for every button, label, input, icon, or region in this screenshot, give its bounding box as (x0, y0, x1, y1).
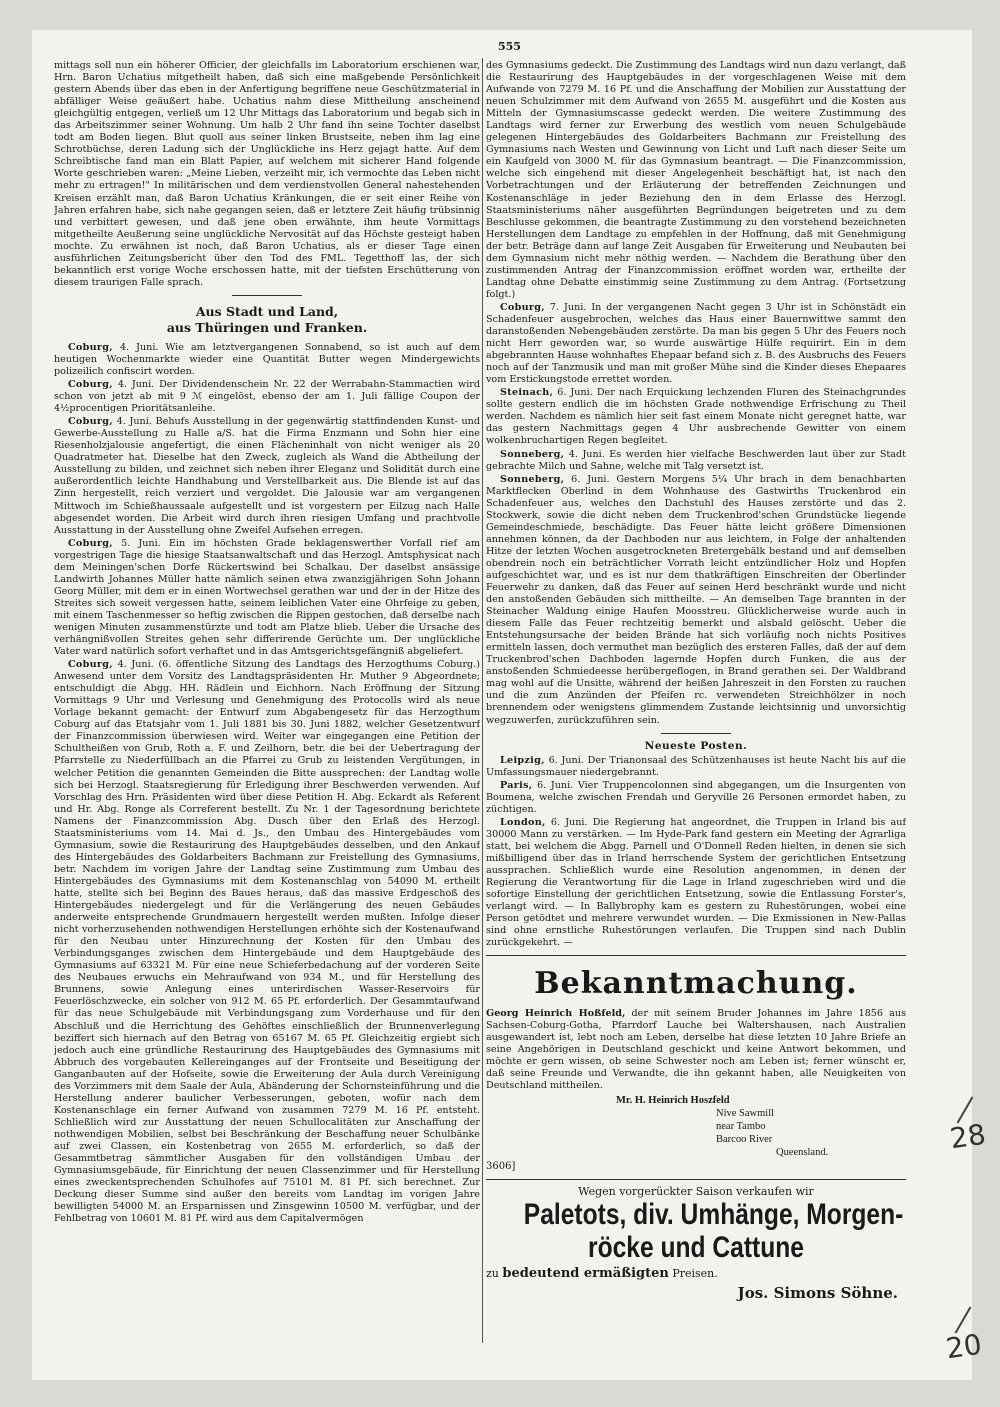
announcement-title: Bekanntmachung. (534, 966, 858, 1002)
paragraph-text: (6. öffentliche Sitzung des Landtags des Herzogthums Coburg.) Anwesend unter dem Vorsitz des Landtagspräsidenten Hr. Muther 9 Abgeordnete; entschuldigt die Abgg. HH. Rädlein und Eichhorn. Nach Eröffnung der Sitzung Vormittags 9 Uhr und Verlesung und Genehmigung des Protocolls wird als neue Vorlage bekannt gemacht: der Entwurf zum Abgabengesetz für das Herzogthum Coburg auf das Etatsjahr vom 1. Juli 1881 bis 30. Juni 1882, welcher Gesetzentwurf der Finanzcommission überwiesen wird. Weiter war eingegangen eine Petition der Schultheißen von Grub, Roth a. F. und Zeilhorn, betr. die bei der Uebertragung der Pfarrstelle zu Niederfüllbach an die Pfarrei zu Grub zu leistenden Vergütungen, in welcher Petition die genannten Gemeinden die Bitte aussprechen: der Landtag wolle sich bei Herzogl. Staatsregierung für Erledigung ihrer Beschwerden verwenden. Auf Vorschlag des Hrn. Präsidenten wird über diese Petition H. Abg. Eckardt als Referent und Hr. Abg. Ronge als Correferent bestellt. Zu Nr. 1 der Tagesordnung berichtete Namens der Finanzcommission Abg. Dusch über den Erlaß des Herzogl. Staatsministeriums vom 14. Mai d. Js., den Umbau des Hintergebäudes vom Gymnasium, sowie die Restaurirung des Hauptgebäudes desselben, und den Ankauf des Hintergebäudes des Goldarbeiters Bachmann zur Freistellung des Gymnasiums, betr. Nachdem im vorigen Jahre der Landtag seine Zustimmung zum Umbau des Hintergebäudes des Gymnasiums mit dem Kostenanschlag von 54090 M. ertheilt hatte, stellte sich bei Beginn des Baues heraus, daß das massive Erdgeschoß des Hintergebäudes niedergelegt und für die Verlängerung des neuen Gebäudes anderweite entsprechende Grundmauern hergestellt werden mußten. Infolge dieser nicht vorherzusehenden nothwendigen Herstellungen erhöhte sich der Kostenaufwand für den Neubau unter Hinzurechnung der Kosten für den Umbau des Verbindungsganges zwischen dem Hintergebäude und dem Hauptgebäude des Gymnasiums auf 63321 M. Für eine neue Schieferbedachung auf der vorderen Seite des Neubaues erwuchs ein Mehraufwand von 934 M., und für Herstellung des Brunnens, sowie Anlegung eines unterirdischen Wasser-Reservoirs für Feuerlöschzwecke, ein solcher von 912 M. 65 Pf. erforderlich. Der Gesammtaufwand für das neue Schulgebäude mit Verbindungsgang zum Vorderhause und für den Abschluß und die Herrichtung des Gehöftes einschließlich der Brunnenverlegung beziffert sich hiernach auf den Betrag von 65167 M. 65 Pf. Gleichzeitig ergiebt sich jedoch auch eine gründliche Restaurirung des Hauptgebäudes des Gymnasiums mit Abbruch des vorgebauten Kellereinganges auf der Frontseite und Beseitigung der Ganganbauten auf der Hofseite, sowie die Erweiterung der Aula durch Vereinigung des Vorzimmers mit dem Saale der Aula, Abänderung der Schornsteinführung und die Herstellung anderer baulicher Verbesserungen, geboten, wofür nach dem Kostenanschlage ein ferner Aufwand von zusammen 7279 M. 16 Pf. entsteht. Schließlich wird zur Ausstattung der neuen Schullocalitäten zur Anschaffung der nothwendigen Mobilien, selbst bei Beschränkung der Beschaffung neuer Schulbänke auf zwei Classen, ein Kostenbetrag von 2655 M. erforderlich, so daß der Gesammtbetrag sämmtlicher Ausgaben für den vollständigen Umbau der Gymnasiumsgebäude, für Einrichtung der neuen Classenzimmer und für Herstellung eines zweckentsprechenden Schulhofes auf 75101 M. 81 Pf. sich berechnet. Zur Deckung dieser Summe sind außer den bereits vom Landtag im vorigen Jahre bewilligten 54000 M. an Ersparnissen und Zinsgewinn 10500 M. verfügbar, und der Fehlbetrag von 10601 M. 81 Pf. wird aus dem Capitalvermögen (54, 659, 480, 1225)
paragraph-text: Der Dividendenschein Nr. 22 der Werrabahn-Stammactien wird schon von jetzt ab mit 9 ℳ eingelöst, ebenso der am 1. Juli fällige Coupon der 4½procentigen Prioritätsanleihe. (54, 379, 480, 415)
paragraph-text: Ein im höchsten Grade beklagenswerther Vorfall rief am vorgestrigen Tage die hiesige Staatsanwaltschaft und das Herzogl. Amtsphysicat nach dem Meiningen'schen Dorfe Rückertswind bei Schalkau. Der daselbst ansässige Landwirth Johannes Müller hatte nämlich seinen etwa zwanzigjährigen Sohn Johann Georg Müller, mit dem er in einen Wortwechsel gerathen war und der in der Hitze des Streites sich soweit vergessen hatte, seinem leiblichen Vater eine Ohrfeige zu geben, mit einem Taschenmesser so heftig zwischen die Rippen gestochen, daß derselbe nach wenigen Minuten zusammenstürzte und todt am Platze blieb. Ueber die Ursache des verhängnißvollen Streites gehen sehr differirende Gerüchte um. Der unglückliche Vater ward natürlich sofort verhaftet und in das Amtsgerichtsgefängniß abgeliefert. (54, 537, 480, 658)
news-text: Der Trianonsaal des Schützenhauses ist heute Nacht bis auf die Umfassungsmauer niedergebrannt. (486, 754, 906, 778)
news-paragraph (486, 474, 906, 727)
dateline-city: Sonneberg, (500, 473, 565, 485)
ad-number: 3606] (486, 1161, 516, 1173)
news-paragraph (54, 379, 480, 415)
dateline-date: 4. Juni. (116, 416, 152, 428)
ad-rule (486, 1179, 906, 1180)
dateline-date: 6. Juni. (537, 779, 574, 791)
paragraph-text: Wie am letztvergangenen Sonnabend, so ist auch auf dem heutigen Wochenmarkte wieder eine Quantität Butter wegen Mindergewichts polizeilich confiscirt worden. (54, 341, 480, 377)
sale-price-line (486, 1268, 906, 1280)
paragraph-text: In der vergangenen Nacht gegen 3 Uhr ist in Schönstädt ein Schadenfeuer ausgebrochen, welches das Haus einer Bauernwittwe sammt den daranstoßenden Nebengebäuden zerstörte. Da man bis gegen 5 Uhr des Feuers noch nicht Herr geworden war, so wurde auswärtige Hülfe requirirt. Ein in dem abgebrannten Hause wohnhaftes Ehepaar befand sich z. B. des Ausbruchs des Feuers noch auf der Tanzmusik und man mit großer Mühe sind die Kinder dieses Ehepaares vom Erstickungstode errettet worden. (486, 301, 906, 386)
paragraph-text: Der nach Erquickung lechzenden Fluren des Steinachgrundes sollte gestern endlich die im höchsten Grade nothwendige Erfrischung zu Theil werden. Nachdem es nämlich hier seit fast einem Monate nicht geregnet hatte, war das gestern Nachmittags gegen 4 Uhr ausbrechende Gewitter von einem wolkenbruchartigen Regen begleitet. (486, 387, 906, 447)
dateline-city: London, (500, 816, 546, 828)
dateline-city: Leipzig, (500, 754, 545, 766)
margin-handwriting: 20 (943, 1327, 984, 1366)
right-column (486, 60, 906, 1360)
continued-paragraph: des Gymnasiums gedeckt. Die Zustimmung des Landtags wird nun dazu verlangt, daß die Restaurirung des Hauptgebäudes in der vorgeschlagenen Weise mit dem Aufwande von 7279 M. 16 Pf. und die Anschaffung der Mobilien zur Ausstattung der neuen Schulzimmer mit dem Aufwand von 2655 M. ausgeführt und die Kosten aus Mitteln der Gymnasiumscasse gedeckt werden. Die weitere Zustimmung des Landtags wird ferner zur Erwerbung des westlich vom neuen Schulgebäude gelegenen Hintergebäudes des Goldarbeiters Bachmann zur Freistellung des Gymnasiums nach Westen und Gewinnung von Licht und Luft nach dieser Seite um ein Kaufgeld von 3000 M. für das Gymnasium beantragt. — Die Finanzcommission, welche sich eingehend mit dieser Angelegenheit beschäftigt hat, ist nach den Vorbetrachtungen und der Erläuterung der betreffenden Zeichnungen und Kostenanschläge in jeder Beziehung den in dem Erlasse des Herzogl. Staatsministeriums näher ausgeführten Begründungen beigetreten und zu dem Beschlusse gekommen, die beantragte Zustimmung zu den vorstehend bezeichneten Herstellungen dem Landtage zu empfehlen in der Hoffnung, daß mit Genehmigung der betr. Beträge dann auf lange Zeit Ausgaben für Erweiterung und Neubauten bei dem Gymnasium nicht mehr nöthig werden. — Nachdem die Berathung über den zustimmenden Antrag der Finanzcommission eröffnet worden war, ertheilte der Landtag ohne Debatte einstimmig seine Zustimmung zu dem Antrag. (Fortsetzung folgt.) (486, 60, 906, 300)
sale-ad (486, 1185, 906, 1302)
dateline-date: 6. Juni. (557, 387, 593, 399)
section-rule (232, 295, 302, 296)
news-paragraph (486, 387, 906, 447)
dateline-city: Coburg, (68, 341, 113, 353)
dateline-city: Sonneberg, (500, 448, 565, 460)
announcement-ad (486, 966, 906, 1173)
dateline-date: 6. Juni. (571, 473, 610, 485)
sale-suffix: Preisen. (672, 1267, 718, 1281)
paragraph-text: Gestern Morgens 5¼ Uhr brach in dem benachbarten Marktflecken Oberlind in dem Wohnhause des Gastwirths Truckenbrod ein Schadenfeuer aus, welches den Dachstuhl des Hauses zerstörte und das 2. Stockwerk, sowie die dicht neben dem Truckenbrod'schen Grundstücke liegende Gemeindeschmiede, beschädigte. Das Feuer hätte leicht größere Dimensionen annehmen können, da der Dachboden nur aus leichtem, in Folge der anhaltenden Hitze der letzten Wochen ausgetrockneten Bretergebälk bestand und auf demselben obendrein noch ein beträchtlicher Vorrath leicht entzündlicher Holz und Hopfen aufgeschichtet war, und es ist nur dem thatkräftigen Einschreiten der Oberlinder Feuerwehr zu danken, daß das Feuer auf seinen Herd beschränkt wurde und nicht den anstoßenden Gebäuden sich mittheilte. — An demselben Tage brannten in der Steinacher Waldung einige Haufen Moosstreu. Glücklicherweise wurde auch in diesem Falle das Feuer rechtzeitig bemerkt und alsbald gelöscht. Ueber die Entstehungsursache der beiden Brände hat sich vorläufig noch nichts Positives ermitteln lassen, doch vermuthet man bezüglich des ersteren Falles, daß der auf dem Truckenbrod'schen Dachboden lagernde Hopfen durch Funken, die aus der anstoßenden Schmiedeesse herübergeflogen, in Brand gerathen sei. Der Waldbrand mag wohl auf die Unsitte, während der heißen Jahreszeit in den Forsten zu rauchen und die zum Anzünden der Pfeifen rc. verwendeten Streichhölzer in noch brennendem oder wenigstens glimmendem Zustande leichtsinnig und unvorsichtig wegzuwerfen, zurückzuführen sein. (486, 473, 906, 726)
sale-intro: Wegen vorgerückter Saison verkaufen wir (578, 1185, 814, 1199)
news-item (486, 817, 906, 950)
dateline-date: 7. Juni. (549, 301, 587, 313)
news-text: Die Regierung hat angeordnet, die Truppen in Irland bis auf 30000 Mann zu verstärken. — Im Hyde-Park fand gestern ein Meeting der Agrarliga statt, bei welchem die Abgg. Parnell und O'Donnell Reden hielten, in denen sie sich mißbilligend über das in Irland herrschende System der gerichtlichen Entsetzung aussprachen. Schließlich wurde eine Resolution angenommen, in denen der Regierung die Verantwortung für die Lage in Irland zugeschrieben wird und die sofortige Einstellung der gerichtlichen Entsetzung, sowie die Entlassung Forster's, verlangt wird. — In Ballybrophy kam es gestern zu Ruhestörungen, wobei eine Person getödtet und mehrere verwundet wurden. — Die Exmissionen in New-Pallas sind ohne ernstliche Ruhestörungen verlaufen. Die Truppen sind nach Dublin zurückgekehrt. — (486, 816, 906, 949)
section-subtitle: aus Thüringen und Franken. (166, 319, 368, 335)
news-paragraph (486, 449, 906, 473)
announcement-body (486, 1008, 906, 1092)
dateline-date: 4. Juni. (117, 659, 154, 671)
ad-rule (486, 955, 906, 956)
column-divider (482, 58, 483, 1343)
address-line: Nive Sawmill (716, 1108, 775, 1120)
left-column (54, 60, 480, 1360)
dateline-city: Coburg, (68, 537, 113, 549)
margin-handwriting: 28 (947, 1117, 988, 1156)
dateline-city: Steinach, (500, 387, 554, 399)
sale-headline: Paletots, div. Umhänge, Morgen- (523, 1198, 904, 1232)
dateline-date: 4. Juni. (119, 341, 159, 353)
news-item (486, 780, 906, 816)
dateline-city: Coburg, (68, 379, 113, 391)
address-name: Mr. H. Heinrich Hoszfeld (616, 1095, 730, 1107)
dateline-date: 5. Juni. (121, 537, 161, 549)
dateline-date: 6. Juni. (548, 754, 584, 766)
news-paragraph (54, 538, 480, 658)
paragraph-text: Behufs Ausstellung in der gegenwärtig stattfindenden Kunst- und Gewerbe-Ausstellung zu Halle a/S. hat die Firma Enzmann und Sohn hier eine Riesenholzjalousie angefertigt, die einen Flächeninhalt von nicht weniger als 20 Quadratmeter hat. Dieselbe hat den Zweck, zugleich als Wand die Abtheilung der Ausstellung zu bilden, und zeichnet sich neben ihrer Eleganz und Solidität durch eine außerordentlich leichte Handhabung und Verstellbarkeit aus. Die Blende ist auf das Zinn hergestellt, reich verziert und vergoldet. Die Jalousie war am vergangenen Mittwoch im Schießhaussaale aufgestellt und ist vorgestern per Eilzug nach Halle abgesendet worden. Die Arbeit wird durch ihren riesigen Umfang und prachtvolle Ausstattung in der Ausstellung ohne Zweifel Aufsehen erregen. (54, 416, 480, 536)
announcement-name: Georg Heinrich Hoßfeld, (486, 1008, 626, 1020)
news-text: Vier Truppencolonnen sind abgegangen, um die Insurgenten von Boumena, welche zwischen Frendah und Geryville 26 Personen ermordet haben, zu züchtigen. (486, 779, 906, 815)
dateline-city: Paris, (500, 779, 533, 791)
dateline-date: 4. Juni. (568, 448, 605, 460)
dateline-city: Coburg, (68, 416, 113, 428)
sale-headline: röcke und Cattune (588, 1231, 804, 1265)
newspaper-page (32, 30, 972, 1380)
news-rule (661, 733, 731, 734)
dateline-city: Coburg, (500, 301, 545, 313)
address-line: Queensland. (776, 1147, 829, 1159)
news-item (486, 755, 906, 779)
news-paragraph (54, 342, 480, 378)
news-heading: Neueste Posten. (644, 739, 748, 752)
paragraph-text: Es werden hier vielfache Beschwerden laut über zur Stadt gebrachte Milch und Sahne, welche mit Talg versetzt ist. (486, 448, 906, 472)
address-block (616, 1094, 906, 1159)
news-paragraph (54, 659, 480, 1225)
dateline-date: 4. Juni. (117, 379, 155, 391)
news-paragraph (486, 302, 906, 386)
section-title: Aus Stadt und Land, (195, 303, 339, 319)
sale-prefix: zu (486, 1267, 499, 1281)
address-line: near Tambo (716, 1121, 766, 1133)
dateline-date: 6. Juni. (550, 816, 588, 828)
page-number: 555 (498, 40, 521, 53)
intro-paragraph: mittags soll nun ein höherer Officier, der gleichfalls im Laboratorium erschienen war, Hrn. Baron Uchatius mitgetheilt haben, daß sich eine maßgebende Persönlichkeit gestern Abends über das eben in der Anfertigung begriffene neue Geschützmaterial in abfälliger Weise geäußert habe. Uchatius nahm diese Mittheilung anscheinend gleichgültig entgegen, verließ um 12 Uhr Mittags das Laboratorium und begab sich in das Arbeitszimmer seiner Wohnung. Um halb 2 Uhr fand ihn seine Tochter daselbst todt am Boden liegen. Blut quoll aus seiner linken Brustseite, neben ihm lag eine Schrotbüchse, deren Ladung sich der Unglückliche ins Herz gejagt hatte. Auf dem Schreibtische fand man ein Blatt Papier, auf welchem mit sicherer Hand folgende Worte geschrieben waren: „Meine Lieben, verzeiht mir, ich vermochte das Leben nicht mehr zu ertragen!" In militärischen und dem verdienstvollen General nahestehenden Kreisen erzählt man, daß Baron Uchatius Kränkungen, die er seit einer Reihe von Jahren erfahren habe, sich nahe gegangen seien, daß er letztere Zeit häufig trübsinnig und verbittert gewesen, und daß jene oben erwähnte, ihm heute Vormittags mitgetheilte Aeußerung seine unglückliche Nervosität auf das Höchste gesteigt haben mochte. Zu erwähnen ist noch, daß Baron Uchatius, als er dieser Tage einen ausführlichen Zeitungsbericht über den Tod des FML. Tegetthoff las, der sich bekanntlich erst vorige Woche erschossen hatte, mit der tiefsten Erschütterung von diesem traurigen Falle sprach. (54, 60, 480, 288)
dateline-city: Coburg, (68, 659, 113, 671)
sale-emphasis: bedeutend ermäßigten (502, 1266, 669, 1282)
news-paragraph (54, 416, 480, 536)
address-line: Barcoo River (716, 1134, 773, 1146)
sale-firm: Jos. Simons Söhne. (737, 1283, 898, 1302)
announcement-text: der mit seinem Bruder Johannes im Jahre 1856 aus Sachsen-Coburg-Gotha, Pfarrdorf Lauche bei Waltershausen, nach Australien ausgewandert ist, lebt noch am Leben, derselbe hat diese letzten 10 Jahre Briefe an seine Angehörigen in Deutschland geschickt und keine Antwort bekommen, und möchte er gern wissen, ob seine Schwester noch am Leben ist; ferner wünscht er, daß seine Freunde und Verwandte, die ihn gekannt haben, alle Neuigkeiten von Deutschland mittheilen. (486, 1008, 906, 1092)
